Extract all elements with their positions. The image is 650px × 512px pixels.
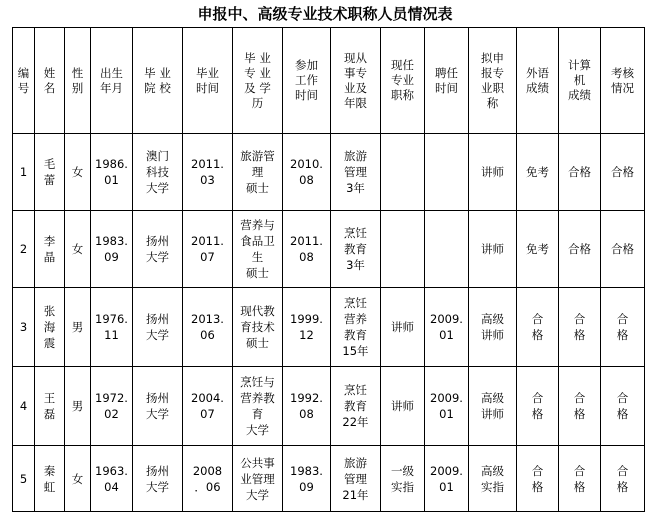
table-row [13,211,645,288]
cell-gender: 女 [65,446,91,512]
header-cell-work-start: 参加 工作 时间 [283,28,331,134]
cell-work-start: 1983. 09 [283,446,331,512]
cell-foreign-lang: 免考 [517,211,559,288]
cell-foreign-lang: 免考 [517,134,559,211]
header-cell-no: 编 号 [13,28,35,134]
header-cell-foreign-lang: 外语 成绩 [517,28,559,134]
cell-grad-time: 2004. 07 [183,367,233,446]
cell-grad-time: 2011. 07 [183,211,233,288]
cell-apply-title: 高级 实指 [469,446,517,512]
cell-appoint-time [425,134,469,211]
cell-appoint-time: 2009. 01 [425,367,469,446]
cell-birth: 1963. 04 [91,446,133,512]
cell-birth: 1976. 11 [91,288,133,367]
cell-work-start: 2010. 08 [283,134,331,211]
cell-birth: 1983. 09 [91,211,133,288]
cell-computer: 合 格 [559,288,601,367]
header-cell-school: 毕 业 院 校 [133,28,183,134]
cell-major: 营养与 食品卫 生 硕士 [233,211,283,288]
cell-review: 合 格 [601,446,645,512]
cell-appoint-time: 2009. 01 [425,288,469,367]
table-row [13,288,645,367]
cell-school: 扬州 大学 [133,367,183,446]
cell-name: 秦 虹 [35,446,65,512]
table-header-row [13,28,645,134]
cell-major: 烹饪与 营养教 育 大学 [233,367,283,446]
cell-current-field: 旅游 管理 3年 [331,134,381,211]
cell-current-title [381,211,425,288]
cell-review: 合 格 [601,367,645,446]
header-cell-grad-time: 毕业 时间 [183,28,233,134]
cell-work-start: 1999. 12 [283,288,331,367]
cell-apply-title: 高级 讲师 [469,288,517,367]
cell-current-title: 一级 实指 [381,446,425,512]
cell-computer: 合格 [559,134,601,211]
cell-grad-time: 2013. 06 [183,288,233,367]
header-cell-apply-title: 拟申 报专 业职 称 [469,28,517,134]
cell-gender: 女 [65,211,91,288]
cell-current-title: 讲师 [381,288,425,367]
cell-grad-time: 2008 ．06 [183,446,233,512]
cell-name: 李 晶 [35,211,65,288]
header-cell-review: 考核 情况 [601,28,645,134]
cell-name: 王 磊 [35,367,65,446]
cell-gender: 男 [65,288,91,367]
header-cell-gender: 性 别 [65,28,91,134]
cell-name: 张 海 震 [35,288,65,367]
cell-work-start: 2011. 08 [283,211,331,288]
header-cell-current-title: 现任 专业 职称 [381,28,425,134]
cell-review: 合格 [601,134,645,211]
cell-no: 1 [13,134,35,211]
cell-grad-time: 2011. 03 [183,134,233,211]
cell-gender: 男 [65,367,91,446]
cell-apply-title: 讲师 [469,134,517,211]
cell-apply-title: 高级 讲师 [469,367,517,446]
cell-computer: 合格 [559,211,601,288]
cell-review: 合 格 [601,288,645,367]
cell-school: 扬州 大学 [133,211,183,288]
cell-no: 4 [13,367,35,446]
cell-current-title: 讲师 [381,367,425,446]
cell-appoint-time: 2009. 01 [425,446,469,512]
table-row [13,367,645,446]
header-cell-birth: 出生 年月 [91,28,133,134]
header-cell-name: 姓 名 [35,28,65,134]
page-title: 申报中、高级专业技术职称人员情况表 [197,5,453,23]
cell-apply-title: 讲师 [469,211,517,288]
cell-foreign-lang: 合 格 [517,367,559,446]
cell-birth: 1986. 01 [91,134,133,211]
cell-computer: 合 格 [559,446,601,512]
cell-school: 扬州 大学 [133,446,183,512]
cell-current-field: 旅游 管理 21年 [331,446,381,512]
cell-current-field: 烹饪 营养 教育 15年 [331,288,381,367]
cell-major: 公共事 业管理 大学 [233,446,283,512]
cell-name: 毛 蕾 [35,134,65,211]
table-row [13,134,645,211]
cell-no: 5 [13,446,35,512]
cell-current-field: 烹饪 教育 22年 [331,367,381,446]
cell-major: 旅游管 理 硕士 [233,134,283,211]
cell-no: 3 [13,288,35,367]
header-cell-major: 毕 业 专 业 及 学 历 [233,28,283,134]
personnel-table [12,27,645,512]
cell-current-field: 烹饪 教育 3年 [331,211,381,288]
header-cell-appoint-time: 聘任 时间 [425,28,469,134]
header-cell-computer: 计算 机 成绩 [559,28,601,134]
header-cell-current-field: 现从 事专 业及 年限 [331,28,381,134]
cell-school: 扬州 大学 [133,288,183,367]
cell-computer: 合 格 [559,367,601,446]
cell-no: 2 [13,211,35,288]
cell-gender: 女 [65,134,91,211]
cell-foreign-lang: 合 格 [517,288,559,367]
table-row [13,446,645,512]
cell-school: 澳门 科技 大学 [133,134,183,211]
cell-foreign-lang: 合 格 [517,446,559,512]
cell-birth: 1972. 02 [91,367,133,446]
cell-appoint-time [425,211,469,288]
cell-major: 现代教 育技术 硕士 [233,288,283,367]
cell-work-start: 1992. 08 [283,367,331,446]
cell-review: 合格 [601,211,645,288]
cell-current-title [381,134,425,211]
